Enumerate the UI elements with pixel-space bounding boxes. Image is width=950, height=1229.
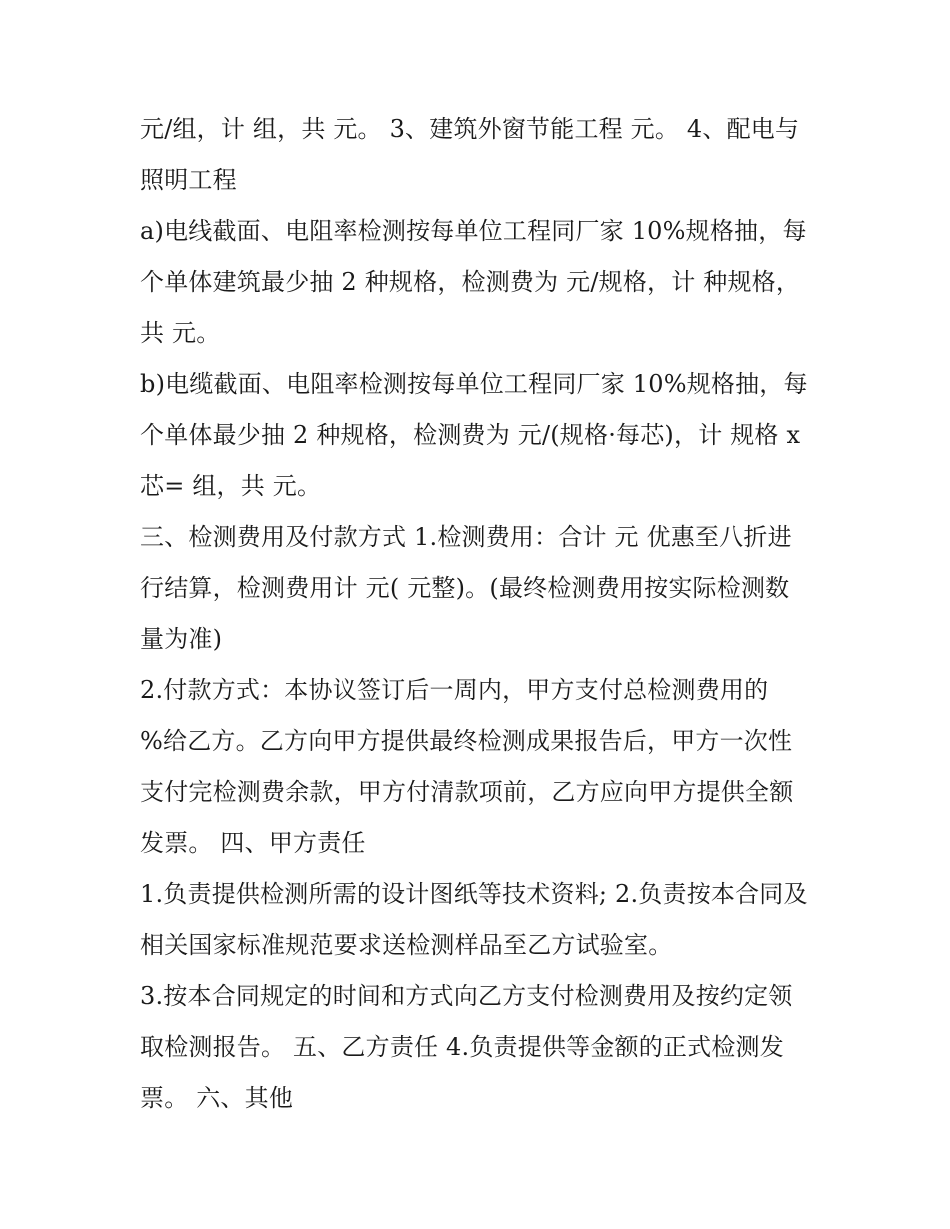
text-line: 3.按本合同规定的时间和方式向乙方支付检测费用及按约定领 [140, 982, 793, 1010]
text-line: 三、检测费用及付款方式 1.检测费用：合计 元 优惠至八折进 [140, 523, 792, 551]
text-line: b)电缆截面、电阻率检测按每单位工程同厂家 10%规格抽，每 [140, 370, 808, 398]
text-line: 个单体建筑最少抽 2 种规格，检测费为 元/规格，计 种规格， [140, 268, 801, 296]
text-line: 相关国家标准规范要求送检测样品至乙方试验室。 [140, 931, 673, 959]
text-line: 2.付款方式：本协议签订后一周内，甲方支付总检测费用的 [140, 676, 769, 704]
text-line: %给乙方。乙方向甲方提供最终检测成果报告后，甲方一次性 [140, 727, 793, 755]
text-line: 票。 六、其他 [140, 1084, 294, 1112]
document-body [140, 104, 820, 1124]
text-line: 量为准) [140, 625, 223, 653]
text-line: 元/组，计 组，共 元。 3、建筑外窗节能工程 元。 4、配电与 [140, 115, 800, 143]
text-line: 照明工程 [140, 166, 237, 194]
text-line: 芯= 组，共 元。 [140, 472, 322, 500]
text-line: 个单体最少抽 2 种规格，检测费为 元/(规格·每芯)，计 规格 x [140, 421, 801, 449]
text-line: 发票。 四、甲方责任 [140, 829, 366, 857]
text-line: 支付完检测费余款，甲方付清款项前，乙方应向甲方提供全额 [140, 778, 794, 806]
text-line: 取检测报告。 五、乙方责任 4.负责提供等金额的正式检测发 [140, 1033, 784, 1061]
text-line: 行结算，检测费用计 元( 元整)。(最终检测费用按实际检测数 [140, 574, 790, 602]
text-line: 共 元。 [140, 319, 221, 347]
text-line: 1.负责提供检测所需的设计图纸等技术资料; 2.负责按本合同及 [140, 880, 808, 908]
text-line: a)电线截面、电阻率检测按每单位工程同厂家 10%规格抽，每 [140, 217, 807, 245]
